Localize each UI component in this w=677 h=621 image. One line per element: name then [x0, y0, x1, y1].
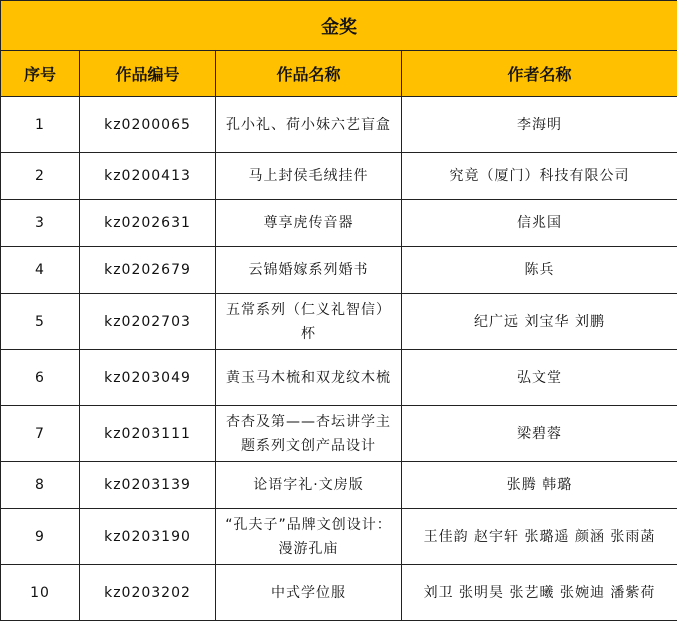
cell-author: 陈兵 [402, 247, 677, 294]
cell-code: kz0200065 [80, 97, 216, 153]
cell-code: kz0202631 [80, 200, 216, 247]
cell-work: 杏杏及第——杏坛讲学主题系列文创产品设计 [216, 406, 402, 462]
cell-author: 弘文堂 [402, 350, 677, 406]
cell-no: 6 [1, 350, 80, 406]
cell-no: 7 [1, 406, 80, 462]
cell-no: 4 [1, 247, 80, 294]
cell-code: kz0203190 [80, 509, 216, 565]
cell-author: 纪广远 刘宝华 刘鹏 [402, 294, 677, 350]
cell-no: 5 [1, 294, 80, 350]
table-row [1, 294, 677, 350]
cell-author: 张腾 韩璐 [402, 462, 677, 509]
table-row [1, 97, 677, 153]
cell-no: 10 [1, 565, 80, 621]
cell-code: kz0203139 [80, 462, 216, 509]
cell-no: 9 [1, 509, 80, 565]
cell-work: “孔夫子”品牌文创设计：漫游孔庙 [216, 509, 402, 565]
cell-author: 梁碧蓉 [402, 406, 677, 462]
table-row [1, 406, 677, 462]
cell-code: kz0203111 [80, 406, 216, 462]
cell-work: 马上封侯毛绒挂件 [216, 153, 402, 200]
cell-work: 孔小礼、荷小妹六艺盲盒 [216, 97, 402, 153]
header-work: 作品名称 [216, 51, 402, 97]
table-title: 金奖 [1, 1, 677, 51]
cell-author: 李海明 [402, 97, 677, 153]
cell-author: 刘卫 张明昊 张艺曦 张婉迪 潘紫荷 [402, 565, 677, 621]
cell-code: kz0203049 [80, 350, 216, 406]
table-row [1, 153, 677, 200]
cell-work: 中式学位服 [216, 565, 402, 621]
table-row [1, 350, 677, 406]
header-author: 作者名称 [402, 51, 677, 97]
table-row [1, 509, 677, 565]
cell-author: 王佳韵 赵宇轩 张璐遥 颜涵 张雨菡 [402, 509, 677, 565]
cell-code: kz0202703 [80, 294, 216, 350]
cell-work: 黄玉马木梳和双龙纹木梳 [216, 350, 402, 406]
cell-code: kz0200413 [80, 153, 216, 200]
table-row [1, 462, 677, 509]
cell-author: 信兆国 [402, 200, 677, 247]
table-row [1, 200, 677, 247]
cell-no: 1 [1, 97, 80, 153]
cell-work: 云锦婚嫁系列婚书 [216, 247, 402, 294]
table-header-row [1, 51, 677, 97]
cell-work: 尊享虎传音器 [216, 200, 402, 247]
cell-work: 五常系列（仁义礼智信）杯 [216, 294, 402, 350]
table-row [1, 247, 677, 294]
table-title-row [1, 1, 677, 51]
cell-no: 2 [1, 153, 80, 200]
header-no: 序号 [1, 51, 80, 97]
cell-author: 究竟（厦门）科技有限公司 [402, 153, 677, 200]
header-code: 作品编号 [80, 51, 216, 97]
cell-no: 8 [1, 462, 80, 509]
cell-code: kz0202679 [80, 247, 216, 294]
cell-no: 3 [1, 200, 80, 247]
cell-code: kz0203202 [80, 565, 216, 621]
table-row [1, 565, 677, 621]
cell-work: 论语字礼·文房版 [216, 462, 402, 509]
